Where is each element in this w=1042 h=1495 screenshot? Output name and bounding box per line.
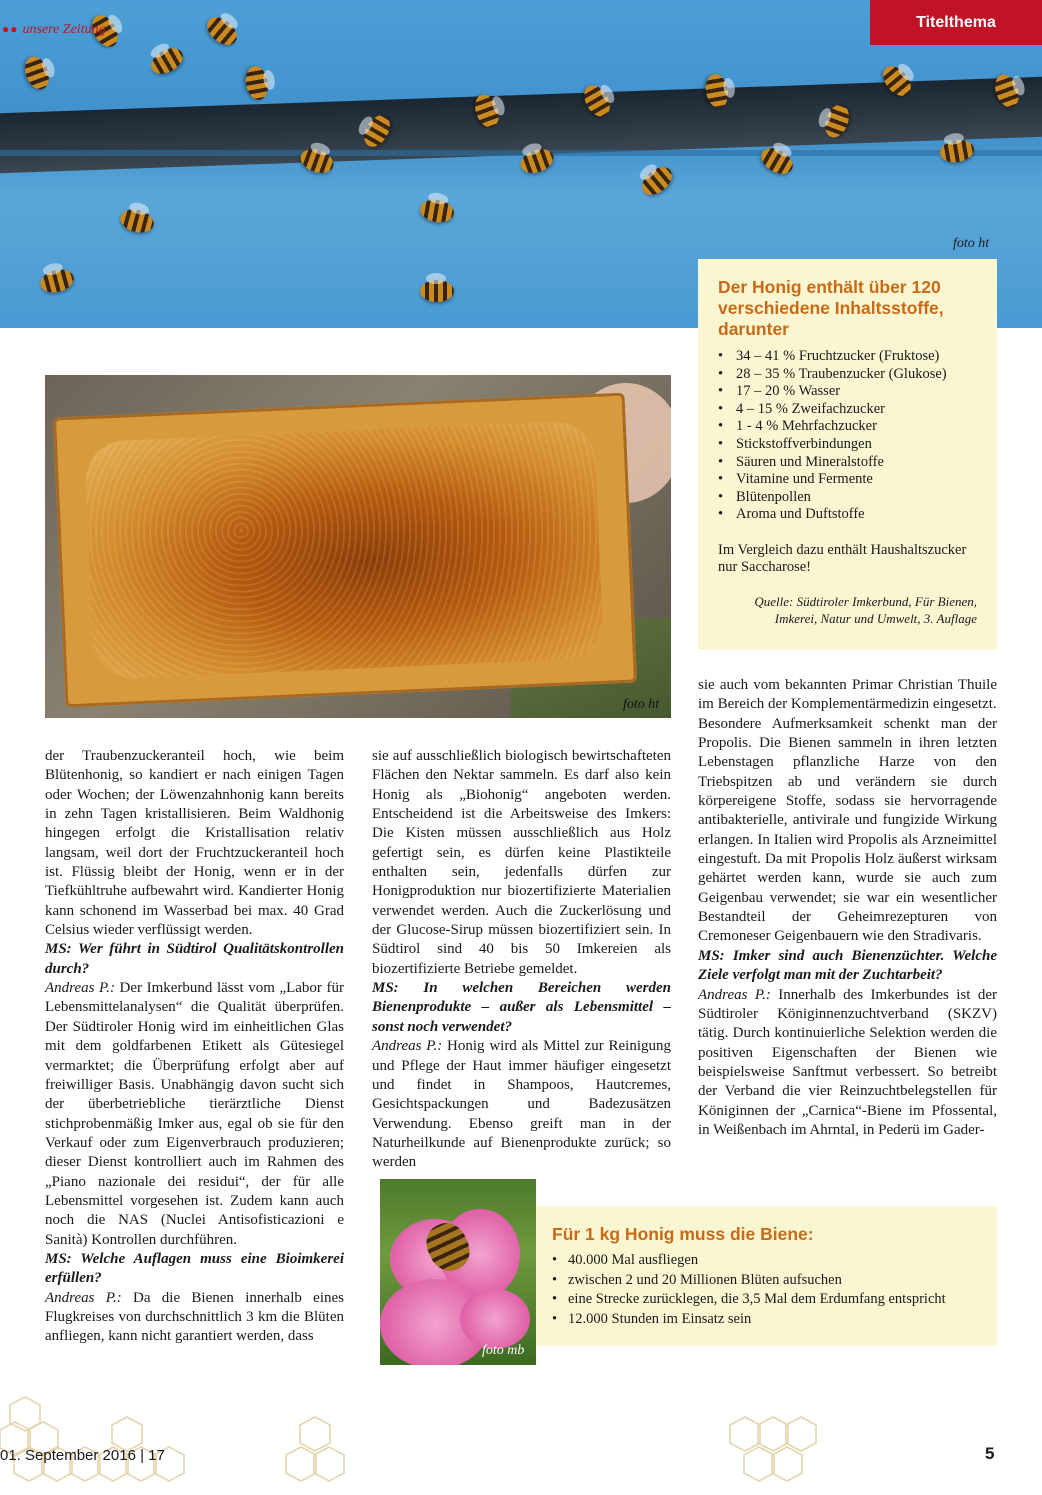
bee — [38, 266, 77, 296]
newspaper-logo: ●● unsere Zeitung — [2, 22, 106, 37]
list-item: • eine Strecke zurücklegen, die 3,5 Mal dem Erdumfang entspricht — [552, 1290, 985, 1310]
flower-petal — [460, 1289, 530, 1349]
list-item: • Säuren und Mineralstoffe — [718, 454, 977, 472]
section-tag: Titelthema — [870, 0, 1042, 45]
paragraph: der Traubenzuckeranteil hoch, wie beim Blütenhonig, so kandiert er nach einigen Tagen oder Wochen; der Löwenzahnhonig kann bereits in zehn Tagen kristallisieren. Beim Waldhonig hingegen erfolgt die Kristallisation relativ langsam, weil dort der Fruchtzuckeranteil hoch ist. Flüssig bleibt der Honig, wenn er in der Tiefkühltruhe aufbewahrt wird. Kandierter Honig kann schonend im Wasserbad bei max. 40 Grad Celsius wieder verflüssigt werden. — [45, 748, 344, 939]
list-item: • Vitamine und Fermente — [718, 471, 977, 489]
paragraph: sie auf ausschließlich biologisch bewirtschafteten Flächen den Nektar sammeln. Es darf also kein Honig als „Biohonig“ angeboten werden. Entscheidend ist die Arbeitsweise des Imkers: Die Kisten müssen ausschließlich aus Holz gefertigt sein, es dürfen keine Plastikteile enthalten sein, jedenfalls dürfen zur Honigproduktion nur biozertifizierte Materialien verwendet werden. Auch die Zuckerlösung und der Glucose-Sirup müssen biozertifiziert sein. In Südtirol sind 40 bis 50 Imkereien als biozertifizierte Betriebe gemeldet. — [372, 748, 671, 977]
flower-photo-credit: foto mb — [482, 1343, 525, 1358]
list-item: • 40.000 Mal ausfliegen — [552, 1251, 985, 1271]
bee — [418, 197, 455, 225]
list-item: • Blütenpollen — [718, 489, 977, 507]
list-item: • 28 – 35 % Traubenzucker (Glukose) — [718, 366, 977, 384]
bee — [147, 43, 187, 79]
interview-question: MS: In welchen Bereichen werden Bienenprodukte – außer als Lebensmittel – sonst noch verwendet? — [372, 980, 671, 1035]
list-item: • 4 – 15 % Zweifachzucker — [718, 401, 977, 419]
bee — [757, 143, 797, 179]
bee — [21, 53, 53, 92]
factbox-title: Für 1 kg Honig muss die Biene: — [552, 1224, 814, 1244]
bee — [637, 162, 677, 201]
bee — [243, 64, 271, 101]
list-item: • 12.000 Stunden im Einsatz sein — [552, 1310, 985, 1330]
bee — [420, 280, 454, 302]
article-column-1 — [45, 747, 344, 1347]
bee — [938, 137, 975, 165]
ingredients-infobox — [698, 259, 997, 650]
frame-photo-credit: foto ht — [623, 697, 660, 712]
honeycomb-frame-photo — [45, 375, 671, 718]
list-item: • 17 – 20 % Wasser — [718, 383, 977, 401]
speaker-name: Andreas P.: — [372, 1038, 443, 1055]
interview-answer — [45, 1289, 344, 1347]
source-citation: Quelle: Südtiroler Imkerbund, Für Bienen, Imkerei, Natur und Umwelt, 3. Auflage — [754, 593, 977, 626]
facts-list — [552, 1251, 985, 1329]
speaker-name: Andreas P.: — [45, 1289, 122, 1306]
answer-text: Innerhalb des Imkerbundes ist der Südtiroler Königinnenzuchtverband (SKZV) tätig. Durch kontinuierliche Selektion werden die positiven Eigenschaften der Bienen wie beispielsweise Sanftmut verbessert. So betreibt der Verband die vier Reinzuchtbelegstellen für Königinnen der „Carnica“-Biene im Pfossental, in Weißenbach im Ahrntal, in Pederü im Gader- — [698, 986, 997, 1138]
answer-text: Da die Bienen innerhalb eines Flugkreises von durchschnittlich 3 km die Blüten anfliegen, kann nicht garantiert werden, dass — [45, 1289, 344, 1345]
answer-text: Honig wird als Mittel zur Reinigung und Pflege der Haut immer häufiger eingesetzt und findet in Shampoos, Hautcremes, Gesichtspackungen und Badezusätzen Verwendung. Ebenso greift man in der Naturheilkunde auf Bienenprodukte zurück; so werden — [372, 1038, 671, 1171]
list-item: • 34 – 41 % Fruchtzucker (Fruktose) — [718, 348, 977, 366]
answer-text: Der Imkerbund lässt vom „Labor für Lebensmittelanalysen“ die Qualität überprüfen. Der Südtiroler Honig wird im einheitlichen Glas mit dem goldfarbenen Etikett als Gütesiegel vermarktet; die Überprüfung erfolgt aber auf freiwilliger Basis. Unabhängig davon sucht sich der überbetriebliche tierärztliche Dienst stichprobenmäßig Imker aus, egal ob sie für den Verkauf oder zum Eigenverbrauch produzieren; dieser Dienst kontrolliert auch im Rahmen des „Piano nazionale dei residui“, der für alle Lebensmittel vorgesehen ist. Zudem kann auch noch die NAS (Nuclei Antisofisticazioni e Sanità) Kontrollen durchführen. — [45, 980, 344, 1248]
article-column-2 — [372, 747, 671, 1173]
bee — [202, 12, 242, 51]
page-number: 5 — [985, 1444, 995, 1463]
honey-facts-box — [536, 1206, 997, 1346]
paragraph: Besondere Aufmerksamkeit schenkt man der Propolis. Die Bienen sammeln in ihren letzten Lebenstagen pflanzliche Harze von den Triebspitzen ab und verändern sie durch körpereigene Stoffe, sodass sie hervorragende antibakterielle, antivirale und fungizide Wirkung erlangen. In Italien wird Propolis als Arzneimittel eingestuft. Da mit Propolis Holz äußerst wirksam gehärtet werden kann, wurde sie auch zum Geigenbau verwendet; sie war ein wesentlicher Bestandteil der Geheimrezepturen von Cremoneser Geigenbauern wie den Stradivaris. — [698, 715, 997, 945]
comparison-note: Im Vergleich dazu enthält Haushaltszucker nur Saccharose! — [718, 541, 967, 576]
article-column-3 — [698, 676, 997, 1140]
speaker-name: Andreas P.: — [698, 986, 771, 1003]
honeycomb-decoration — [0, 1385, 1042, 1495]
hero-photo-credit: foto ht — [953, 236, 990, 251]
interview-question: MS: Imker sind auch Bienenzüchter. Welche Ziele verfolgt man mit der Zuchtarbeit? — [698, 947, 997, 984]
bee-on-flower-photo — [380, 1179, 536, 1365]
bee — [118, 206, 157, 236]
interview-answer — [698, 986, 997, 1141]
interview-answer — [372, 1037, 671, 1172]
paragraph: sie auch vom bekannten Primar Christian Thuile im Bereich der Komplementärmedizin eingesetzt. — [698, 677, 997, 713]
issue-date: 01. September 2016 | 17 — [0, 1447, 165, 1464]
logo-text: unsere Zeitung — [22, 22, 106, 37]
list-item: • zwischen 2 und 20 Millionen Blüten aufsuchen — [552, 1271, 985, 1291]
infobox-title: Der Honig enthält über 120 verschiedene Inhaltsstoffe, darunter — [718, 277, 944, 339]
speaker-name: Andreas P.: — [45, 980, 115, 997]
list-item: • Aroma und Duftstoffe — [718, 506, 977, 524]
interview-answer — [45, 979, 344, 1250]
interview-question: MS: Welche Auflagen muss eine Bioimkerei erfüllen? — [45, 1250, 344, 1287]
ingredients-list — [718, 348, 977, 524]
list-item: • Stickstoffverbindungen — [718, 436, 977, 454]
list-item: • 1 - 4 % Mehrfachzucker — [718, 418, 977, 436]
interview-question: MS: Wer führt in Südtirol Qualitätskontrollen durch? — [45, 941, 344, 977]
honeycomb — [84, 420, 604, 680]
